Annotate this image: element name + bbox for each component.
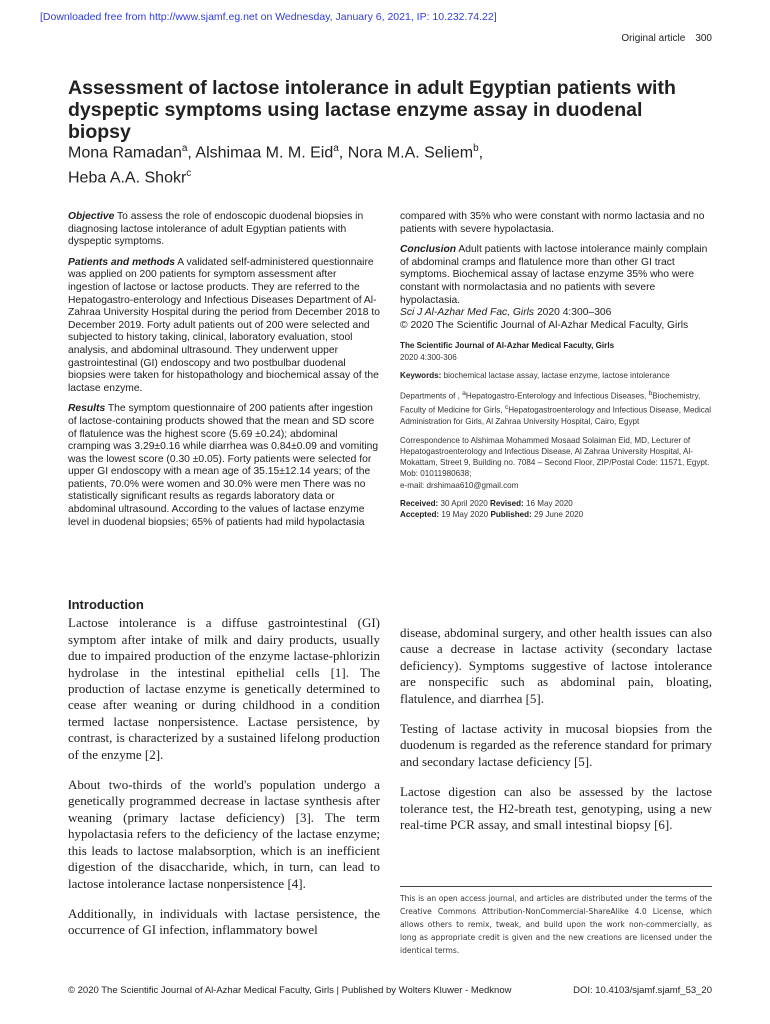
author-separator: , [478,144,484,162]
download-notice[interactable]: [Downloaded free from http://www.sjamf.eg.net on Wednesday, January 6, 2021, IP: 10.232.74.22] [40,11,497,23]
dept-a-marker: a [462,390,466,398]
footer-copyright: © 2020 The Scientific Journal of Al-Azhar Medical Faculty, Girls | Published by Wolters Kluwer - Medknow [68,985,512,996]
author-affiliation: b [473,143,479,154]
abstract-left-column [68,211,380,537]
correspondence-text: Correspondence to Alshimaa Mohammed Mosaad Solaiman Eid, MD, Lecturer of Hepatogastroenterology and Infectious Disease, Al Zahraa University Hospital, Al- Mokattam, Street 9, Building no. 7084 – Second Floor, ZIP/Postal Code: 11571, Egypt. Mob: 01011980638; [400,435,710,479]
footer-doi[interactable]: DOI: 10.4103/sjamf.sjamf_53_20 [573,985,712,996]
correspondence-email[interactable]: e-mail: drshimaa610@gmail.com [400,480,519,490]
author-name: Alshimaa M. M. Eid [195,144,334,162]
abstract-results [68,403,380,529]
dept-b: Biochemistry, Faculty of Medicine for Girls, [400,391,701,415]
open-access-notice: This is an open access journal, and articles are distributed under the terms of the Creative Commons Attribution-NonCommercial-ShareAlike 4.0 License, which allows others to remix, tweak, and build upon the work non-commercially, as long as appropriate credit is given and the new creations are licensed under the identical terms. [400,894,712,955]
departments [400,388,712,427]
objective-text: To assess the role of endoscopic duodenal biopsies in diagnosing lactose intolerance of adult Egyptian patients with dyspeptic symptoms. [68,211,364,248]
results-text: The symptom questionnaire of 200 patients after ingestion of lactose-containing products showed that the mean and SD score of flatulence was the highest score (5.69 ±0.24); abdominal cramping was 3.29±0.16 while diarrhea was 0.84±0.09 and vomiting was the lowest score (0.30 ±0.05). Forty patients were selected for upper GI endoscopy with a mean age of 35.15±12.14 years; of the patients, 70.0% were women and 30.0% were men There was no statistically significant results as regards laboratory data or abdominal ultrasound. According to the values of lactase enzyme level in duodenal biopsies; 65% of patients had mild hypolactasia [68,403,379,528]
objective-label: Objective [68,211,115,222]
dept-c: Hepatogastroenterology and Infectious Disease, Medical Administration for Girls, Al Zahraa University Hospital, Cairo, Egypt [400,405,712,427]
results-label: Results [68,403,106,415]
author-list [68,138,708,189]
keywords [400,370,712,381]
journal-name: The Scientific Journal of Al-Azhar Medical Faculty, Girls [400,341,615,351]
abstract-results-continued: compared with 35% who were constant with normo lactasia and no patients with severe hypolactasia. [400,211,705,235]
journal-info [400,340,712,363]
running-head [621,33,712,44]
dept-b-marker: b [648,390,653,398]
body-paragraph: About two-thirds of the world's population undergo a genetically programmed decrease in lactase synthesis after weaning (primary lactase deficiency) [3]. The term hypolactasia refers to the deficiency of the lactase enzyme; this leads to lactose malabsorption, which is an inefficient digestion of the disaccharide, which, in turn, can lead to lactose intolerance lactase nonpersistence [4]. [68,777,380,891]
author-affiliation: a [181,143,188,154]
author-affiliation: c [186,168,192,180]
article-meta [400,340,712,520]
citation-volume: 2020 4:300–306 [534,307,612,319]
journal-volume: 2020 4:300-306 [400,352,457,362]
abstract-right-column [400,211,712,528]
page-number: 300 [695,33,712,44]
methods-text: A validated self-administered questionnaire was applied on 200 patients for symptom assessment after ingestion of lactose or lactose products. They are referred to the Hepatogastro-enterology and Infectious Diseases Department of Al-Zahraa University Hospital during the period from December 2018 to December 2019. Forty adult patients out of 200 were selected and subjected to history taking, clinical, laboratory evaluation, stool analysis, and abdominal ultrasound. They underwent upper gastrointestinal (GI) endoscopy and two postbulbar duodenal biopsies were taken for histopathology and biochemical assay of the lactase enzyme. [68,256,380,394]
article-dates [400,498,712,521]
body-right-column [400,625,712,847]
keywords-label: Keywords: [400,370,442,380]
body-paragraph: Lactose intolerance is a diffuse gastrointestinal (GI) symptom after intake of milk and dairy products, usually due to impaired production of the enzyme lactase-phlorizin hydrolase in the intestinal epithelial cells [1]. The production of lactase enzyme is genetically determined to cease after weaning or during childhood in a condition termed lactase nonpersistence. Lactase persistence, by contrast, is characterized by a sustained lifelong production of the enzyme [2]. [68,615,380,762]
body-paragraph: Additionally, in individuals with lactase persistence, the occurrence of GI infection, inflammatory bowel [68,905,380,938]
article-title: Assessment of lactose intolerance in adult Egyptian patients with dyspeptic symptoms using lactase enzyme assay in duodenal biopsy [68,77,676,143]
correspondence [400,435,712,491]
abstract-conclusion [400,244,712,307]
abstract-copyright: © 2020 The Scientific Journal of Al-Azhar Medical Faculty, Girls [400,319,689,331]
body-paragraph: Testing of lactase activity in mucosal biopsies from the duodenum is regarded as the reference standard for primary and secondary lactase deficiency [5]. [400,721,712,769]
abstract-methods [68,257,380,396]
received-date: 30 April 2020 [438,498,490,508]
conclusion-text: Adult patients with lactose intolerance mainly complain of abdominal cramps and flatulence more than other GI tract symptoms. Biochemical assay of lactase enzyme 35% who were constant with normolactasia and no patients with severe hypolactasia. [400,244,708,306]
accepted-label: Accepted: [400,510,440,520]
revised-date: 16 May 2020 [523,498,573,508]
dept-c-marker: c [504,404,509,412]
open-access-divider [400,886,712,887]
citation-journal: Sci J Al-Azhar Med Fac, Girls [400,307,535,319]
article-type: Original article [621,33,686,44]
revised-label: Revised: [490,498,524,508]
section-heading-introduction: Introduction [68,597,144,612]
page-footer [68,985,712,996]
author-name: Heba A.A. Shokr [68,169,187,187]
abstract-objective [68,211,380,249]
body-left-column [68,597,380,953]
published-label: Published: [490,510,532,520]
author-separator: , [338,144,348,162]
body-paragraph: disease, abdominal surgery, and other health issues can also cause a decrease in lactase activity (secondary lactase deficiency). Symptoms suggestive of lactose intolerance are nonspecific such as abdominal pain, bloating, flatulence, and diarrhea [5]. [400,625,712,706]
body-paragraph: Lactose digestion can also be assessed by the lactose tolerance test, the H2-breath test, genotyping, using a new real-time PCR assay, and small intestinal biopsy [6]. [400,784,712,833]
methods-label: Patients and methods [68,256,175,268]
published-date: 29 June 2020 [531,510,584,520]
dept-a: Hepatogastro-Enterology and Infectious Diseases, [465,391,649,401]
abstract-citation [400,307,712,320]
departments-prefix: Departments of , [400,391,463,401]
author-affiliation: a [333,143,339,154]
author-name: Mona Ramadan [68,144,182,162]
received-label: Received: [400,498,439,508]
author-name: Nora M.A. Seliem [347,144,474,162]
keywords-text: biochemical lactase assay, lactase enzyme, lactose intolerance [441,370,670,380]
author-separator: , [187,144,196,162]
accepted-date: 19 May 2020 [439,510,491,520]
conclusion-label: Conclusion [400,244,457,256]
